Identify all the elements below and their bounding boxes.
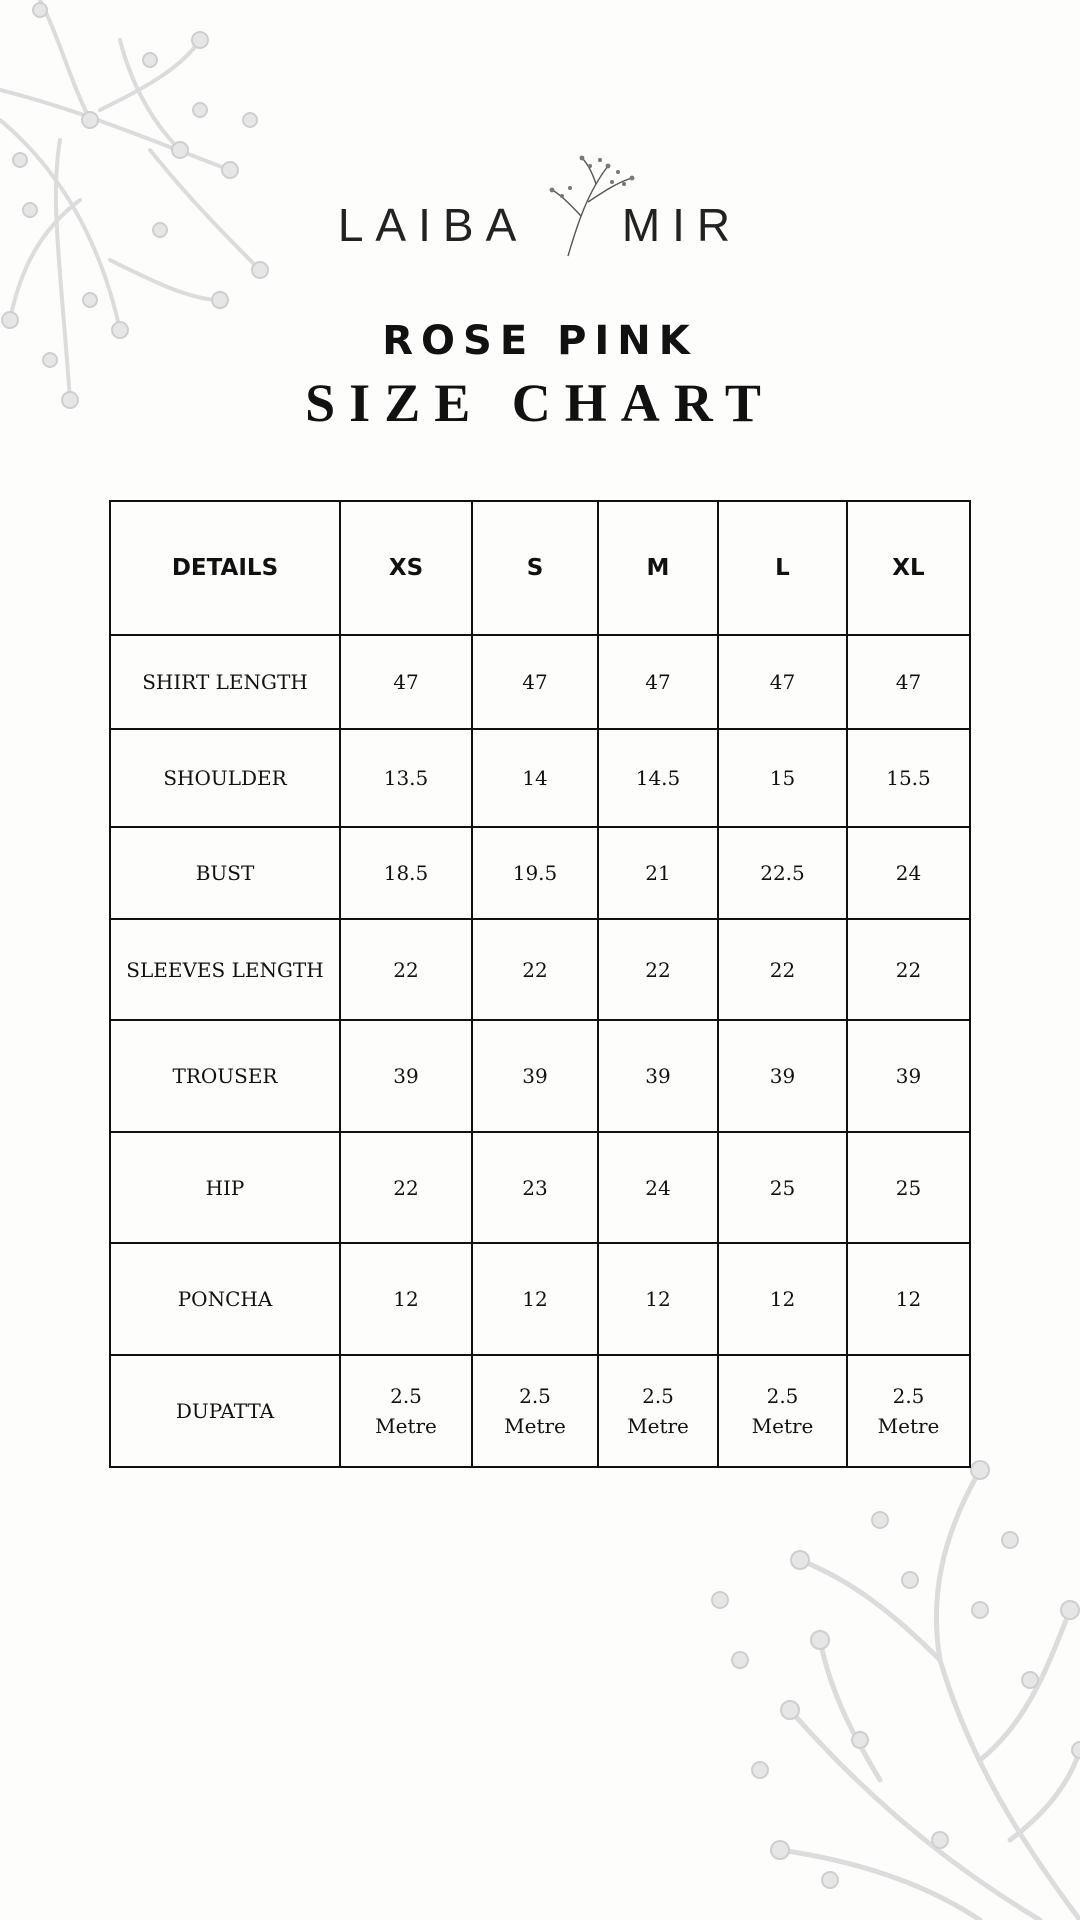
- table-row: [110, 1020, 970, 1132]
- table-cell: 47: [718, 635, 847, 729]
- table-cell: 47: [847, 635, 970, 729]
- table-cell: 39: [718, 1020, 847, 1132]
- brand-logo: [0, 150, 1080, 260]
- table-cell: 47: [340, 635, 472, 729]
- table-cell: 13.5: [340, 729, 472, 827]
- header-details: DETAILS: [110, 501, 340, 635]
- row-label: SLEEVES LENGTH: [110, 919, 340, 1020]
- table-header-row: [110, 501, 970, 635]
- table-cell: 39: [598, 1020, 718, 1132]
- row-label: BUST: [110, 827, 340, 919]
- cell-unit: Metre: [504, 1414, 566, 1438]
- cell-unit: Metre: [877, 1414, 940, 1438]
- cell-value: 2.5: [642, 1384, 674, 1408]
- table-cell: 22: [472, 919, 598, 1020]
- table-row: [110, 635, 970, 729]
- table-cell: 39: [847, 1020, 970, 1132]
- table-cell: 24: [847, 827, 970, 919]
- header-size-xs: XS: [340, 501, 472, 635]
- brand-name-left: LAIBA: [337, 199, 529, 251]
- table-cell: 23: [472, 1132, 598, 1243]
- table-cell: 15.5: [847, 729, 970, 827]
- size-chart-table: [109, 500, 971, 1468]
- cell-value: 2.5: [766, 1384, 799, 1408]
- table-cell: 47: [472, 635, 598, 729]
- table-cell: 14: [472, 729, 598, 827]
- table-cell: 12: [598, 1243, 718, 1355]
- table-cell: 47: [598, 635, 718, 729]
- table-cell: 18.5: [340, 827, 472, 919]
- table-cell: 22: [340, 1132, 472, 1243]
- floral-branch-icon: [680, 1460, 1080, 1920]
- table-cell: 14.5: [598, 729, 718, 827]
- table-cell: 12: [718, 1243, 847, 1355]
- table-cell: [340, 1355, 472, 1467]
- table-cell: 25: [847, 1132, 970, 1243]
- table-cell: [718, 1355, 847, 1467]
- cell-unit: Metre: [751, 1414, 814, 1438]
- cell-value: 2.5: [892, 1384, 925, 1408]
- table-row: [110, 729, 970, 827]
- table-cell: 15: [718, 729, 847, 827]
- table-cell: 12: [472, 1243, 598, 1355]
- row-label: PONCHA: [110, 1243, 340, 1355]
- chart-title: SIZE CHART: [305, 373, 775, 433]
- table-cell: 22.5: [718, 827, 847, 919]
- brand-name-right: MIR: [621, 199, 743, 251]
- table-cell: 22: [718, 919, 847, 1020]
- table-cell: [847, 1355, 970, 1467]
- cell-unit: Metre: [627, 1414, 689, 1438]
- table-cell: 12: [340, 1243, 472, 1355]
- table-row: [110, 1243, 970, 1355]
- header-size-l: L: [718, 501, 847, 635]
- row-label: DUPATTA: [110, 1355, 340, 1467]
- table-cell: [472, 1355, 598, 1467]
- table-row: [110, 827, 970, 919]
- table-cell: 22: [340, 919, 472, 1020]
- row-label: SHOULDER: [110, 729, 340, 827]
- cell-unit: Metre: [375, 1414, 437, 1438]
- table-cell: 22: [598, 919, 718, 1020]
- table-cell: [598, 1355, 718, 1467]
- table-cell: 12: [847, 1243, 970, 1355]
- table-cell: 21: [598, 827, 718, 919]
- table-row: [110, 1132, 970, 1243]
- table-cell: 19.5: [472, 827, 598, 919]
- table-cell: 39: [340, 1020, 472, 1132]
- table-row: [110, 1355, 970, 1467]
- table-cell: 25: [718, 1132, 847, 1243]
- row-label: SHIRT LENGTH: [110, 635, 340, 729]
- table-cell: 24: [598, 1132, 718, 1243]
- table-cell: 39: [472, 1020, 598, 1132]
- cell-value: 2.5: [519, 1384, 551, 1408]
- table-row: [110, 919, 970, 1020]
- cell-value: 2.5: [390, 1384, 422, 1408]
- row-label: HIP: [110, 1132, 340, 1243]
- header-size-xl: XL: [847, 501, 970, 635]
- header-size-s: S: [472, 501, 598, 635]
- table-cell: 22: [847, 919, 970, 1020]
- header-size-m: M: [598, 501, 718, 635]
- row-label: TROUSER: [110, 1020, 340, 1132]
- product-name: ROSE PINK: [382, 318, 698, 364]
